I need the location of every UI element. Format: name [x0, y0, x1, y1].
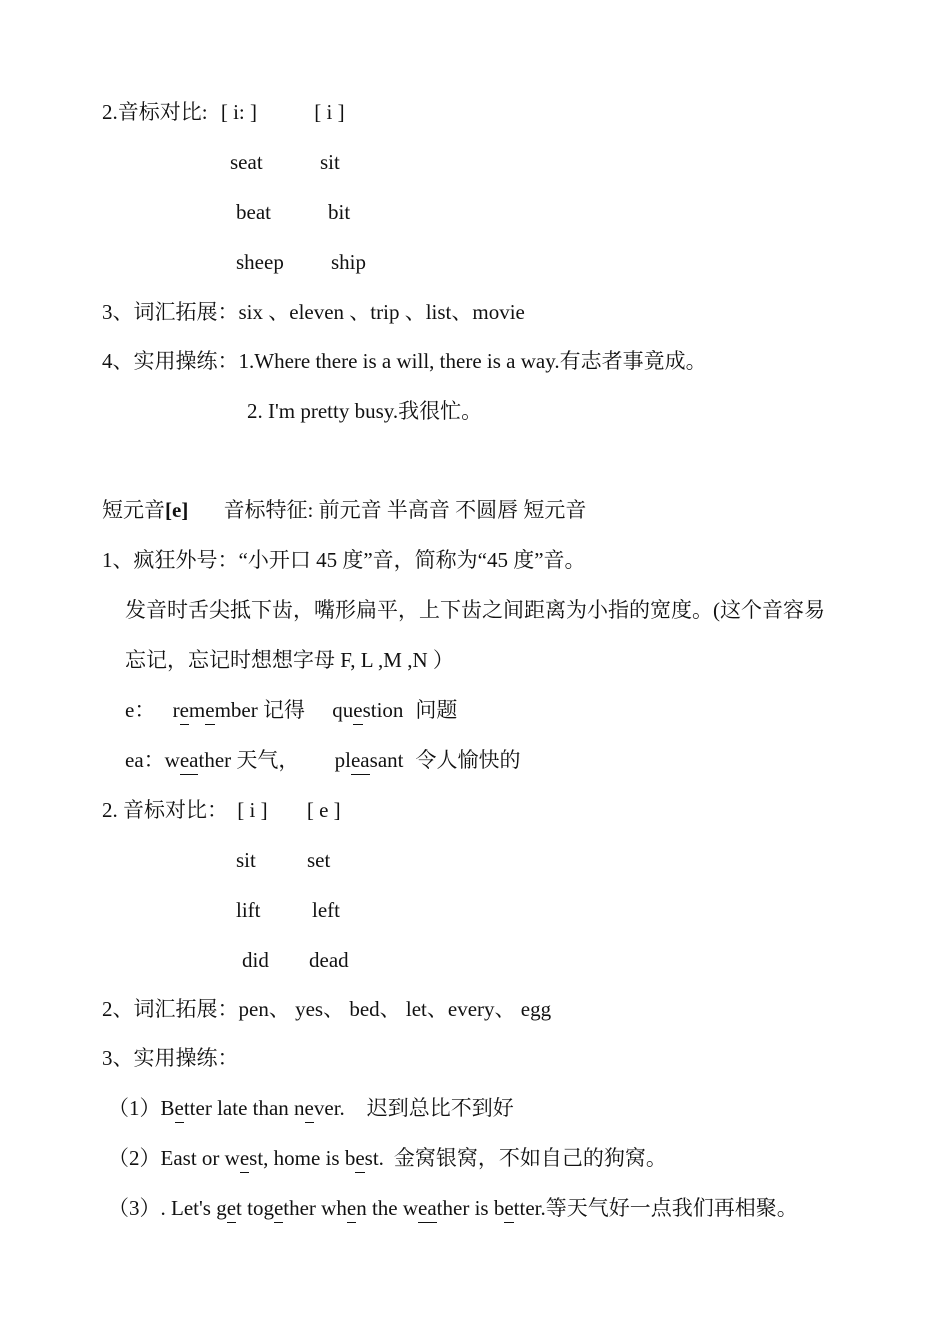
- contrast-heading-1: 2.音标对比: [ i: ] [ i ]: [102, 100, 345, 124]
- example-ea-line: ea：weather 天气， pleasant 令人愉快的: [125, 748, 521, 772]
- nickname-line: 1、疯狂外号：“小开口 45 度”音，简称为“45 度”音。: [102, 548, 586, 572]
- pair-row: bit: [328, 200, 351, 224]
- example-e-line: e： remember 记得 question 问题: [125, 698, 458, 722]
- word-weather: weather 天气，: [164, 748, 300, 772]
- sentence-2: （2）East or west, home is best. 金窝银窝，不如自己的狗窝。: [108, 1146, 667, 1170]
- pair-row: seat: [230, 150, 263, 174]
- contrast-heading-2: 2. 音标对比： [ i ] [ e ]: [102, 798, 341, 822]
- vocab-line-1: 3、词汇拓展：six 、eleven 、trip 、list、movie: [102, 300, 525, 324]
- pair-row: sheep: [236, 250, 284, 274]
- pair-row: ship: [331, 250, 367, 274]
- pair-row: dead: [309, 948, 349, 972]
- pair-row: beat: [236, 200, 271, 224]
- pair-row: lift: [236, 898, 261, 922]
- vocab-line-2: 2、词汇拓展：pen、 yes、 bed、 let、every、 egg: [102, 997, 552, 1021]
- practice-heading-2: 3、实用操练：: [102, 1046, 239, 1070]
- pair-row: did: [242, 948, 269, 972]
- section-title: 短元音[e] 音标特征: 前元音 半高音 不圆唇 短元音: [102, 498, 587, 522]
- sentence-1: （1）Better late than never. 迟到总比不到好: [108, 1096, 514, 1120]
- pair-row: sit: [320, 150, 340, 174]
- sentence-3: （3）. Let's get together when the weather is better.等天气好一点我们再相聚。: [108, 1196, 798, 1220]
- word-pleasant: pleasant 令人愉快的: [334, 748, 521, 772]
- pair-row: left: [312, 898, 340, 922]
- pair-row: set: [307, 848, 331, 872]
- practice-line-1: 4、实用操练：1.Where there is a will, there is a way.有志者事竟成。: [102, 349, 707, 373]
- description-line-1: 发音时舌尖抵下齿，嘴形扁平，上下齿之间距离为小指的宽度。(这个音容易: [125, 598, 825, 622]
- word-remember: remember 记得: [172, 698, 305, 722]
- word-question: question 问题: [332, 698, 458, 722]
- practice-line-2: 2. I'm pretty busy.我很忙。: [247, 399, 483, 423]
- pair-row: sit: [236, 848, 256, 872]
- description-line-2: 忘记，忘记时想想字母 F, L ,M ,N ）: [125, 648, 454, 672]
